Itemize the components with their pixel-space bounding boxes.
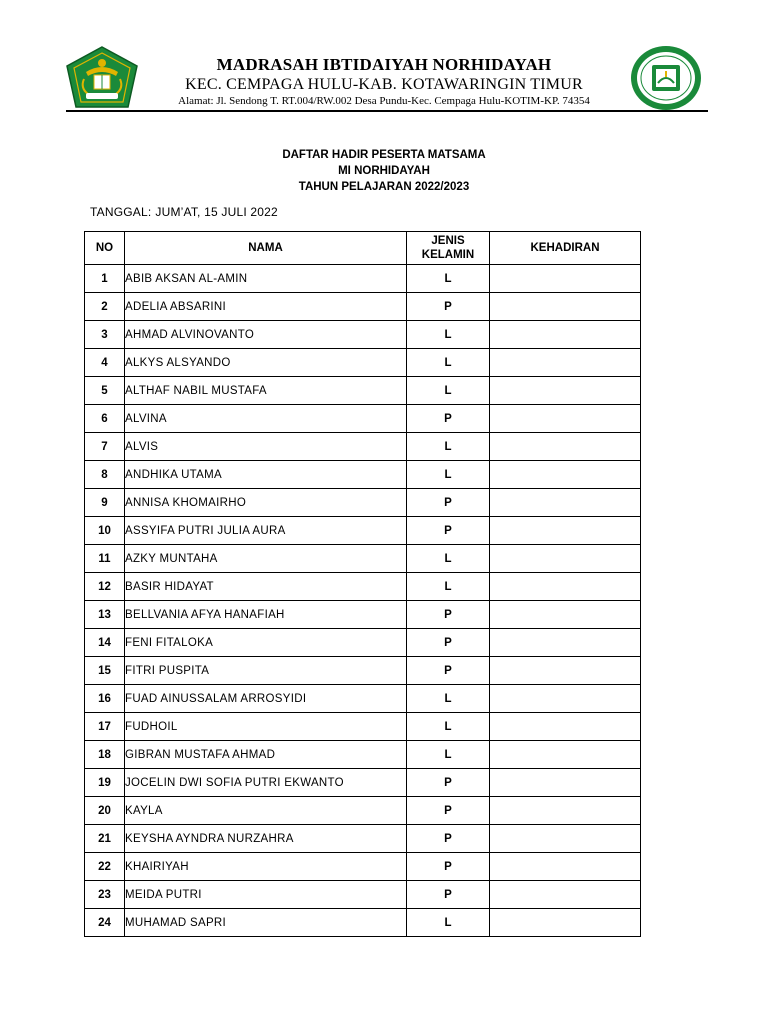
row-kehadiran <box>490 517 641 545</box>
header-jenis-kelamin <box>407 232 490 265</box>
attendance-table <box>84 231 641 937</box>
row-no: 2 <box>85 293 125 321</box>
table-row <box>85 461 641 489</box>
letterhead-divider <box>66 110 708 112</box>
table-row <box>85 769 641 797</box>
row-kehadiran <box>490 629 641 657</box>
date-value: JUM’AT, 15 JULI 2022 <box>155 205 278 219</box>
row-kehadiran <box>490 573 641 601</box>
table-row <box>85 741 641 769</box>
row-kehadiran <box>490 433 641 461</box>
row-nama: JOCELIN DWI SOFIA PUTRI EKWANTO <box>125 769 407 797</box>
row-kehadiran <box>490 321 641 349</box>
row-jenis-kelamin: L <box>407 713 490 741</box>
row-no: 23 <box>85 881 125 909</box>
header-nama: NAMA <box>125 232 407 265</box>
row-kehadiran <box>490 545 641 573</box>
letterhead-text <box>140 55 628 108</box>
row-kehadiran <box>490 769 641 797</box>
title-line-1: DAFTAR HADIR PESERTA MATSAMA <box>282 149 486 161</box>
row-jenis-kelamin: P <box>407 489 490 517</box>
table-row <box>85 545 641 573</box>
row-kehadiran <box>490 601 641 629</box>
row-kehadiran <box>490 685 641 713</box>
row-nama: ASSYIFA PUTRI JULIA AURA <box>125 517 407 545</box>
row-no: 17 <box>85 713 125 741</box>
table-row <box>85 797 641 825</box>
table-row <box>85 685 641 713</box>
row-no: 13 <box>85 601 125 629</box>
row-kehadiran <box>490 797 641 825</box>
row-no: 9 <box>85 489 125 517</box>
row-nama: FUDHOIL <box>125 713 407 741</box>
row-jenis-kelamin: P <box>407 601 490 629</box>
row-nama: ALKYS ALSYANDO <box>125 349 407 377</box>
row-nama: ADELIA ABSARINI <box>125 293 407 321</box>
row-jenis-kelamin: L <box>407 321 490 349</box>
row-nama: AHMAD ALVINOVANTO <box>125 321 407 349</box>
row-jenis-kelamin: L <box>407 461 490 489</box>
table-row <box>85 377 641 405</box>
row-jenis-kelamin: L <box>407 349 490 377</box>
row-jenis-kelamin: P <box>407 657 490 685</box>
table-row <box>85 601 641 629</box>
row-kehadiran <box>490 349 641 377</box>
row-no: 19 <box>85 769 125 797</box>
header-kehadiran: KEHADIRAN <box>490 232 641 265</box>
row-nama: ANNISA KHOMAIRHO <box>125 489 407 517</box>
row-no: 18 <box>85 741 125 769</box>
row-jenis-kelamin: L <box>407 909 490 937</box>
row-jenis-kelamin: P <box>407 769 490 797</box>
row-no: 3 <box>85 321 125 349</box>
row-nama: GIBRAN MUSTAFA AHMAD <box>125 741 407 769</box>
row-nama: KAYLA <box>125 797 407 825</box>
row-no: 16 <box>85 685 125 713</box>
school-name: MADRASAH IBTIDAIYAH NORHIDAYAH <box>216 55 552 74</box>
table-row <box>85 573 641 601</box>
header-no: NO <box>85 232 125 265</box>
row-no: 5 <box>85 377 125 405</box>
row-kehadiran <box>490 293 641 321</box>
row-jenis-kelamin: L <box>407 741 490 769</box>
table-row <box>85 349 641 377</box>
school-region: KEC. CEMPAGA HULU-KAB. KOTAWARINGIN TIMUR <box>185 76 583 93</box>
table-row <box>85 265 641 293</box>
row-kehadiran <box>490 265 641 293</box>
table-row <box>85 433 641 461</box>
row-jenis-kelamin: L <box>407 265 490 293</box>
row-no: 14 <box>85 629 125 657</box>
table-row <box>85 825 641 853</box>
table-row <box>85 405 641 433</box>
table-row <box>85 629 641 657</box>
row-jenis-kelamin: L <box>407 685 490 713</box>
row-jenis-kelamin: P <box>407 405 490 433</box>
row-jenis-kelamin: P <box>407 853 490 881</box>
row-kehadiran <box>490 713 641 741</box>
row-no: 12 <box>85 573 125 601</box>
table-row <box>85 657 641 685</box>
row-nama: MUHAMAD SAPRI <box>125 909 407 937</box>
row-kehadiran <box>490 461 641 489</box>
row-nama: ALTHAF NABIL MUSTAFA <box>125 377 407 405</box>
table-row <box>85 881 641 909</box>
table-row <box>85 293 641 321</box>
row-nama: KEYSHA AYNDRA NURZAHRA <box>125 825 407 853</box>
row-jenis-kelamin: P <box>407 629 490 657</box>
row-no: 4 <box>85 349 125 377</box>
row-nama: FITRI PUSPITA <box>125 657 407 685</box>
row-no: 21 <box>85 825 125 853</box>
row-no: 11 <box>85 545 125 573</box>
table-row <box>85 489 641 517</box>
row-nama: FENI FITALOKA <box>125 629 407 657</box>
row-kehadiran <box>490 377 641 405</box>
row-no: 20 <box>85 797 125 825</box>
table-row <box>85 853 641 881</box>
kemenag-logo-icon <box>66 46 138 108</box>
row-kehadiran <box>490 909 641 937</box>
table-row <box>85 517 641 545</box>
table-header-row <box>85 232 641 265</box>
row-nama: MEIDA PUTRI <box>125 881 407 909</box>
row-kehadiran <box>490 489 641 517</box>
row-kehadiran <box>490 657 641 685</box>
row-jenis-kelamin: P <box>407 881 490 909</box>
row-jenis-kelamin: P <box>407 797 490 825</box>
table-row <box>85 909 641 937</box>
row-nama: BASIR HIDAYAT <box>125 573 407 601</box>
row-no: 10 <box>85 517 125 545</box>
row-no: 22 <box>85 853 125 881</box>
row-no: 7 <box>85 433 125 461</box>
row-jenis-kelamin: L <box>407 573 490 601</box>
school-address: Alamat: Jl. Sendong T. RT.004/RW.002 Desa Pundu-Kec. Cempaga Hulu-KOTIM-KP. 74354 <box>178 95 590 107</box>
madrasah-emblem-icon <box>630 45 702 111</box>
row-nama: ALVINA <box>125 405 407 433</box>
date-label: TANGGAL: <box>90 205 152 219</box>
row-no: 6 <box>85 405 125 433</box>
row-jenis-kelamin: L <box>407 433 490 461</box>
row-kehadiran <box>490 825 641 853</box>
row-nama: ANDHIKA UTAMA <box>125 461 407 489</box>
date-line <box>90 205 282 219</box>
row-nama: KHAIRIYAH <box>125 853 407 881</box>
row-kehadiran <box>490 405 641 433</box>
letterhead <box>0 0 768 120</box>
row-jenis-kelamin: P <box>407 517 490 545</box>
title-line-3: TAHUN PELAJARAN 2022/2023 <box>298 181 470 193</box>
row-nama: FUAD AINUSSALAM ARROSYIDI <box>125 685 407 713</box>
document-title <box>0 147 768 195</box>
table-row <box>85 713 641 741</box>
table-row <box>85 321 641 349</box>
header-jk-line2: KELAMIN <box>421 249 475 261</box>
row-no: 1 <box>85 265 125 293</box>
row-kehadiran <box>490 741 641 769</box>
row-kehadiran <box>490 881 641 909</box>
row-nama: AZKY MUNTAHA <box>125 545 407 573</box>
row-nama: ABIB AKSAN AL-AMIN <box>125 265 407 293</box>
header-jk-line1: JENIS <box>431 235 465 247</box>
row-no: 24 <box>85 909 125 937</box>
row-nama: BELLVANIA AFYA HANAFIAH <box>125 601 407 629</box>
row-jenis-kelamin: P <box>407 293 490 321</box>
row-jenis-kelamin: L <box>407 545 490 573</box>
row-no: 8 <box>85 461 125 489</box>
row-jenis-kelamin: L <box>407 377 490 405</box>
row-nama: ALVIS <box>125 433 407 461</box>
row-kehadiran <box>490 853 641 881</box>
row-no: 15 <box>85 657 125 685</box>
title-line-2: MI NORHIDAYAH <box>338 165 430 177</box>
row-jenis-kelamin: P <box>407 825 490 853</box>
